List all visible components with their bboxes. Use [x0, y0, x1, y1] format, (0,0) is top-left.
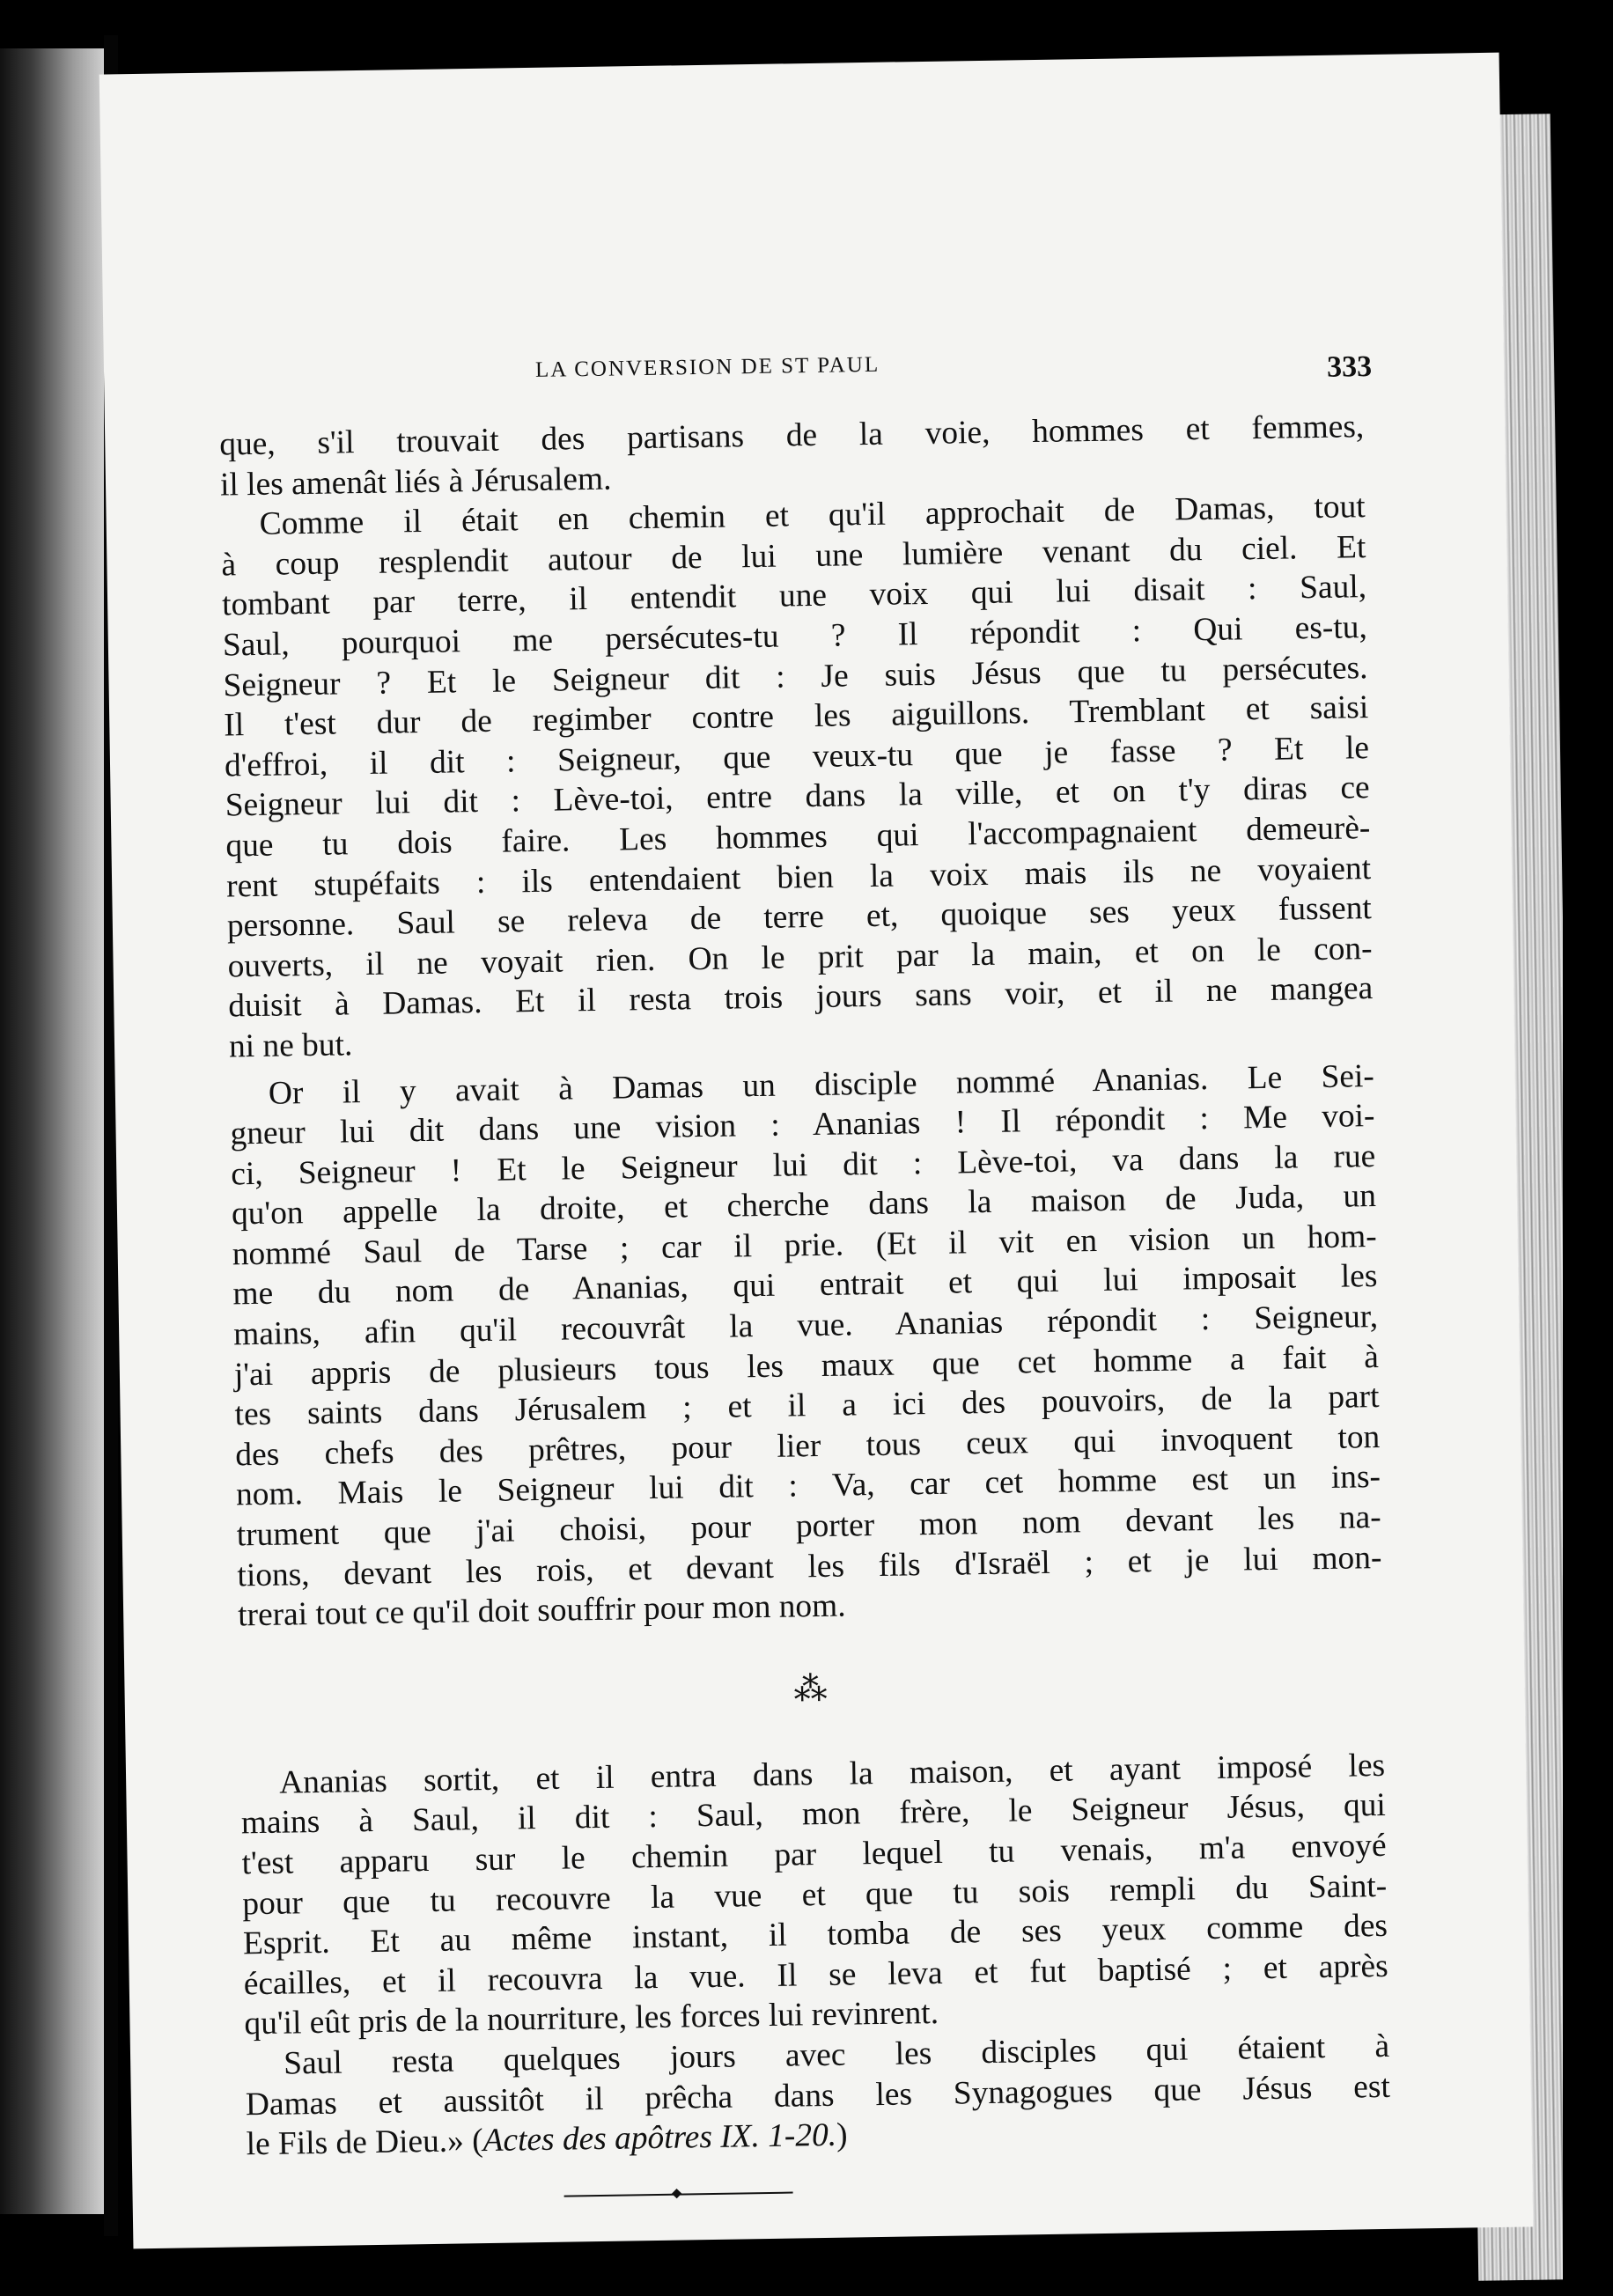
text-line: qu'on appelle la droite, et cherche dans la maison de Juda, un	[231, 1178, 1377, 1233]
text-line: Comme il était en chemin et qu'il approchait de Damas, tout	[259, 489, 1366, 543]
text-line: me du nom de Ananias, qui entrait et qui lui imposait les	[232, 1258, 1378, 1313]
text-line: que, s'il trouvait des partisans de la voie, hommes et femmes,	[218, 408, 1365, 463]
text-line: qu'il eût pris de la nourriture, les forces lui revinrent.	[244, 1995, 939, 2042]
text-line: tombant par terre, il entendit une voix qui lui disait : Saul,	[221, 569, 1367, 623]
text-line: ci, Seigneur ! Et le Seigneur lui dit : Lève-toi, va dans la rue	[231, 1137, 1376, 1193]
running-title: LA CONVERSION DE ST PAUL	[534, 352, 880, 382]
text-line: mains à Saul, il dit : Saul, mon frère, le Seigneur Jésus, qui	[240, 1787, 1387, 1842]
paragraph-4	[240, 1746, 1389, 2045]
text-line: mains, afin qu'il recouvrât la vue. Ananias répondit : Seigneur,	[232, 1299, 1379, 1353]
background-shadow	[1563, 114, 1613, 2296]
text-line: ni ne but.	[228, 1027, 353, 1065]
book-page	[99, 53, 1534, 2249]
page-number: 333	[1326, 350, 1373, 384]
text-line: j'ai appris de plusieurs tous les maux que cet homme a fait à	[233, 1338, 1380, 1394]
paragraph-5	[245, 2027, 1391, 2165]
end-ornament-rule	[564, 2188, 793, 2200]
text-line: d'effroi, il dit : Seigneur, que veux-tu que je fasse ? Et le	[224, 729, 1370, 784]
text-line: pour que tu recouvre la vue et que tu sois rempli du Saint-	[242, 1867, 1388, 1922]
text-line: trument que j'ai choisi, pour porter mon nom devant les na-	[236, 1499, 1381, 1554]
text-line: gneur lui dit dans une vision : Ananias ! Il répondit : Me voi-	[230, 1098, 1375, 1152]
text-line: t'est apparu sur le chemin par lequel tu venais, m'a envoyé	[241, 1827, 1387, 1882]
text-line: que tu dois faire. Les hommes qui l'accompagnaient demeurè-	[225, 810, 1371, 865]
paragraph-2	[220, 487, 1374, 1067]
scripture-citation: Actes des apôtres IX. 1-20.	[482, 2116, 837, 2160]
text-line: rent stupéfaits : ils entendaient bien la voix mais ils ne voyaient	[225, 850, 1372, 905]
diamond-ornament	[672, 2189, 681, 2198]
paragraph-3	[230, 1056, 1383, 1637]
text-line: personne. Saul se releva de terre et, quoique ses yeux fussent	[226, 890, 1373, 945]
asterism-separator: ⁂	[793, 1670, 829, 1709]
text-line: tions, devant les rois, et devant les fils d'Israël ; et je lui mon-	[237, 1539, 1382, 1594]
text-line: Seigneur ? Et le Seigneur dit : Je suis Jésus que tu persécutes.	[223, 649, 1368, 704]
text-line: ouverts, il ne voyait rien. On le prit par la main, et on le con-	[227, 930, 1373, 985]
text-line: nommé Saul de Tarse ; car il prie. (Et il vit en vision un hom-	[232, 1218, 1377, 1273]
text-line: Saul resta quelques jours avec les disciples qui étaient à	[283, 2027, 1390, 2082]
text-line: Damas et aussitôt il prêcha dans les Synagogues que Jésus est	[245, 2068, 1391, 2123]
text-line: Esprit. Et au même instant, il tomba de ses yeux comme des	[242, 1908, 1388, 1962]
text-line: tes saints dans Jérusalem ; et il a ici des pouvoirs, de la part	[234, 1379, 1380, 1433]
page-content	[218, 345, 1392, 2205]
text-line: Ananias sortit, et il entra dans la maison, et ayant imposé les	[278, 1747, 1386, 1801]
text-line: Saul, pourquoi me persécutes-tu ? Il répondit : Qui es-tu,	[222, 609, 1368, 664]
text-line: duisit à Damas. Et il resta trois jours sans voir, et il ne mangea	[228, 970, 1374, 1025]
text-line: Seigneur lui dit : Lève-toi, entre dans la ville, et on t'y diras ce	[225, 769, 1370, 824]
text-line: trerai tout ce qu'il doit souffrir pour mon nom.	[237, 1587, 846, 1634]
closing-paren: )	[836, 2116, 848, 2153]
text-line: des chefs des prêtres, pour lier tous ceux qui invoquent ton	[235, 1418, 1381, 1474]
text-line: Il t'est dur de regimber contre les aiguillons. Tremblant et saisi	[224, 689, 1369, 744]
text-line: Or il y avait à Damas un disciple nommé Ananias. Le Sei-	[268, 1057, 1375, 1112]
text-line: nom. Mais le Seigneur lui dit : Va, car cet homme est un ins-	[235, 1459, 1381, 1513]
closing-text: le Fils de Dieu.» (	[246, 2123, 483, 2163]
previous-page-edge	[0, 48, 104, 2214]
text-line: il les amenât liés à Jérusalem.	[219, 460, 612, 504]
text-line: à coup resplendit autour de lui une lumière venant du ciel. Et	[221, 528, 1366, 584]
text-line: écailles, et il recouvra la vue. Il se leva et fut baptisé ; et après	[243, 1947, 1388, 2003]
